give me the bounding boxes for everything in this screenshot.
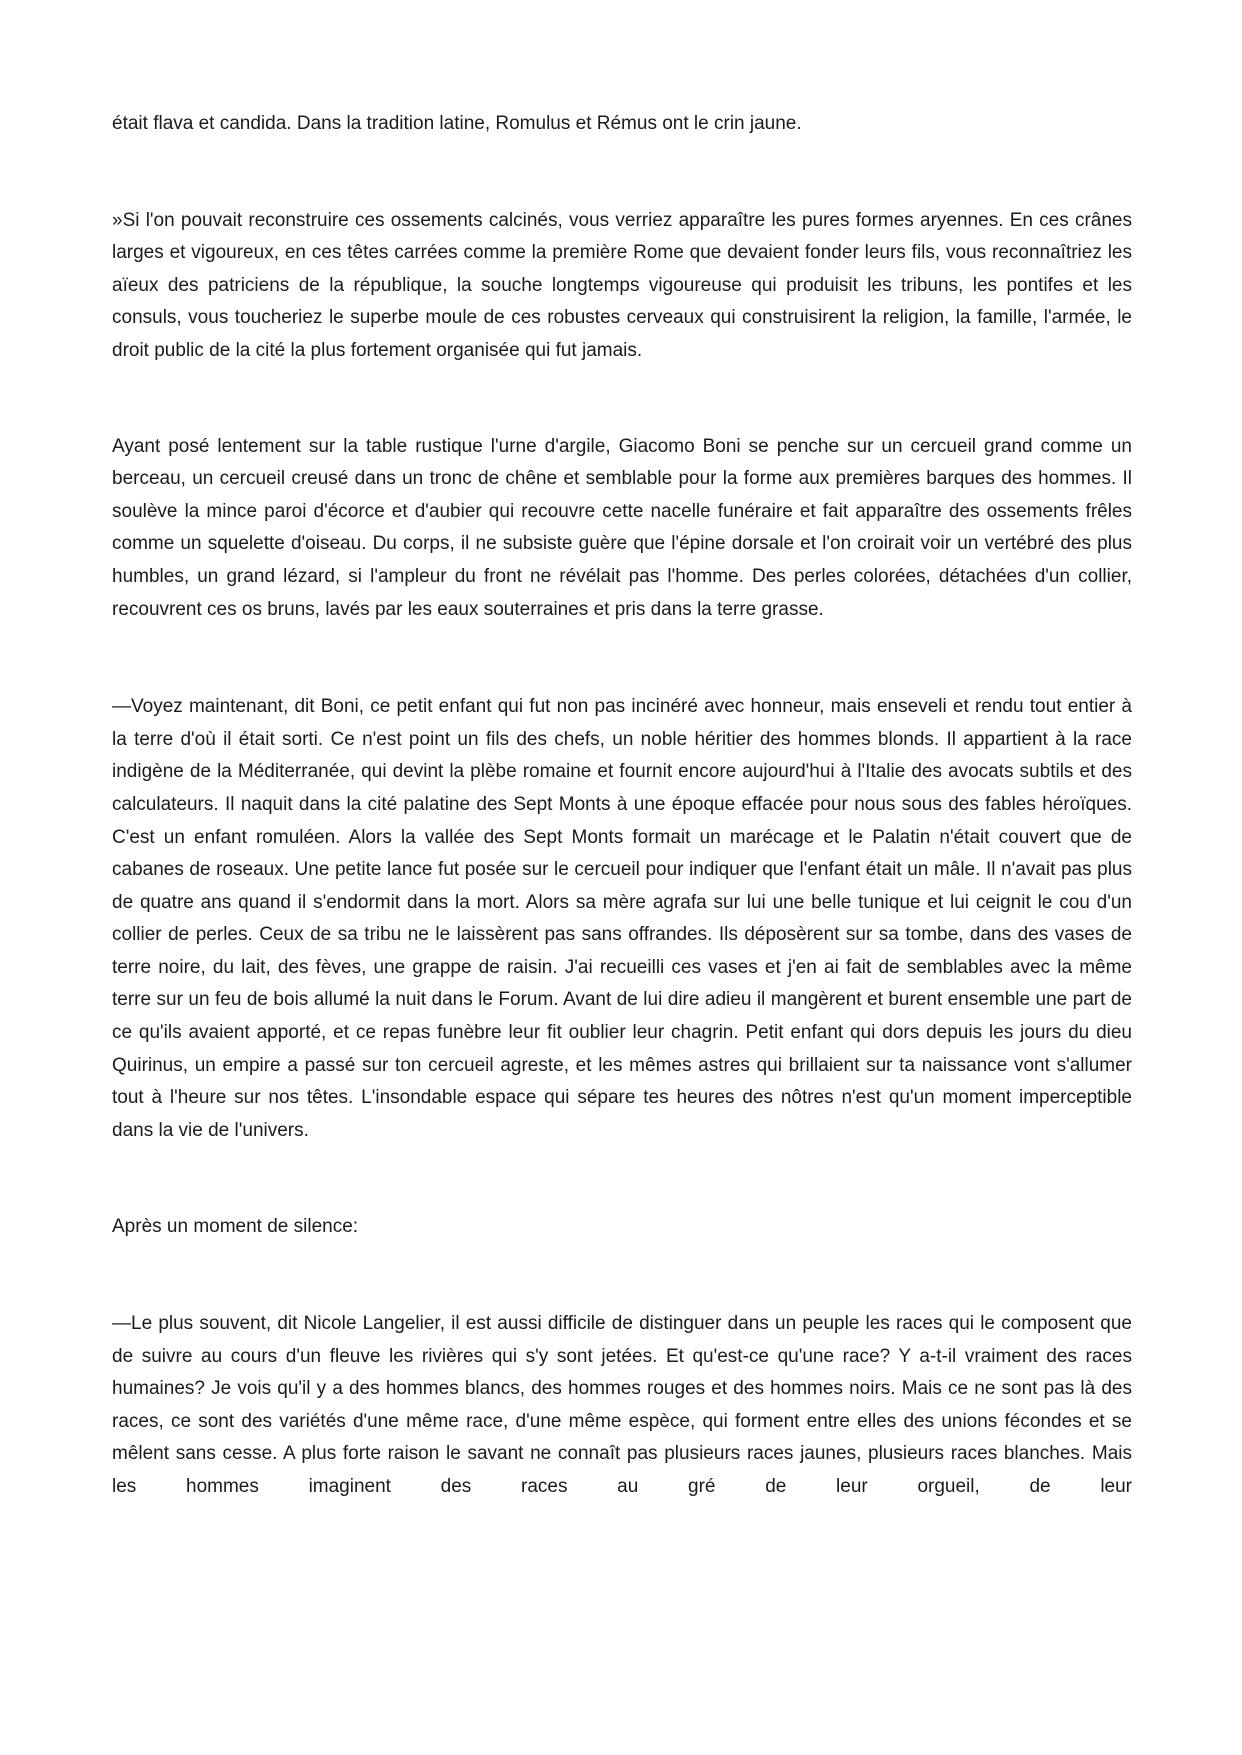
paragraph-ossements-calcines: »Si l'on pouvait reconstruire ces ossements calcinés, vous verriez apparaître les pures formes aryennes. En ces crânes larges et vigoureux, en ces têtes carrées comme la première Rome que devaient fonder leurs fils, vous reconnaîtriez les aïeux des patriciens de la république, la souche longtemps vigoureuse qui produisit les tribuns, les pontifes et les consuls, vous toucheriez le superbe moule de ces robustes cerveaux qui construisirent la religion, la famille, l'armée, le droit public de la cité la plus fortement organisée qui fut jamais. (112, 209, 1132, 361)
document-page (112, 108, 1132, 1504)
paragraph-romulus-remus: était flava et candida. Dans la tradition latine, Romulus et Rémus ont le crin jaune. (112, 113, 802, 134)
paragraph-giacomo-boni-cercueil: Ayant posé lentement sur la table rustique l'urne d'argile, Giacomo Boni se penche sur un cercueil grand comme un berceau, un cercueil creusé dans un tronc de chêne et semblable pour la forme aux premières barques des hommes. Il soulève la mince paroi d'écorce et d'aubier qui recouvre cette nacelle funéraire et fait apparaître des ossements frêles comme un squelette d'oiseau. Du corps, il ne subsiste guère que l'épine dorsale et l'on croirait voir un vertébré des plus humbles, un grand lézard, si l'ampleur du front ne révélait pas l'homme. Des perles colorées, détachées d'un collier, recouvrent ces os bruns, lavés par les eaux souterraines et pris dans la terre grasse. (112, 435, 1132, 620)
paragraph-moment-de-silence: Après un moment de silence: (112, 1216, 359, 1238)
paragraph-enfant-romuleen: —Voyez maintenant, dit Boni, ce petit enfant qui fut non pas incinéré avec honneur, mais enseveli et rendu tout entier à la terre d'où il était sorti. Ce n'est point un fils des chefs, un noble héritier des hommes blonds. Il appartient à la race indigène de la Méditerranée, qui devint la plèbe romaine et fournit encore aujourd'hui à l'Italie des avocats subtils et des calculateurs. Il naquit dans la cité palatine des Sept Monts à une époque effacée pour nous sous des fables héroïques. C'est un enfant romuléen. Alors la vallée des Sept Monts formait un marécage et le Palatin n'était couvert que de cabanes de roseaux. Une petite lance fut posée sur le cercueil pour indiquer que l'enfant était un mâle. Il n'avait pas plus de quatre ans quand il s'endormit dans la mort. Alors sa mère agrafa sur lui une belle tunique et lui ceignit le cou d'un collier de perles. Ceux de sa tribu ne le laissèrent pas sans offrandes. Ils déposèrent sur sa tombe, dans des vases de terre noire, du lait, des fèves, une grappe de raisin. J'ai recueilli ces vases et j'en ai fait de semblables avec la même terre sur un feu de bois allumé la nuit dans le Forum. Avant de lui dire adieu il mangèrent et burent ensemble une part de ce qu'ils avaient apporté, et ce repas funèbre leur fit oublier leur chagrin. Petit enfant qui dors depuis les jours du dieu Quirinus, un empire a passé sur ton cercueil agreste, et les mêmes astres qui brillaient sur ta naissance vont s'allumer tout à l'heure sur nos têtes. L'insondable espace qui sépare tes heures des nôtres n'est qu'un moment imperceptible dans la vie de l'univers. (112, 696, 1132, 1141)
paragraph-nicole-langelier: —Le plus souvent, dit Nicole Langelier, il est aussi difficile de distinguer dans un peuple les races qui le composent que de suivre au cours d'un fleuve les rivières qui s'y sont jetées. Et qu'est-ce qu'une race? Y a-t-il vraiment des races humaines? Je vois qu'il y a des hommes blancs, des hommes rouges et des hommes noirs. Mais ce ne sont pas là des races, ce sont des variétés d'une même race, d'une même espèce, qui forment entre elles des unions fécondes et se mêlent sans cesse. A plus forte raison le savant ne connaît pas plusieurs races jaunes, plusieurs races blanches. Mais les hommes imaginent des races au gré de leur orgueil, de leur (112, 1313, 1132, 1497)
